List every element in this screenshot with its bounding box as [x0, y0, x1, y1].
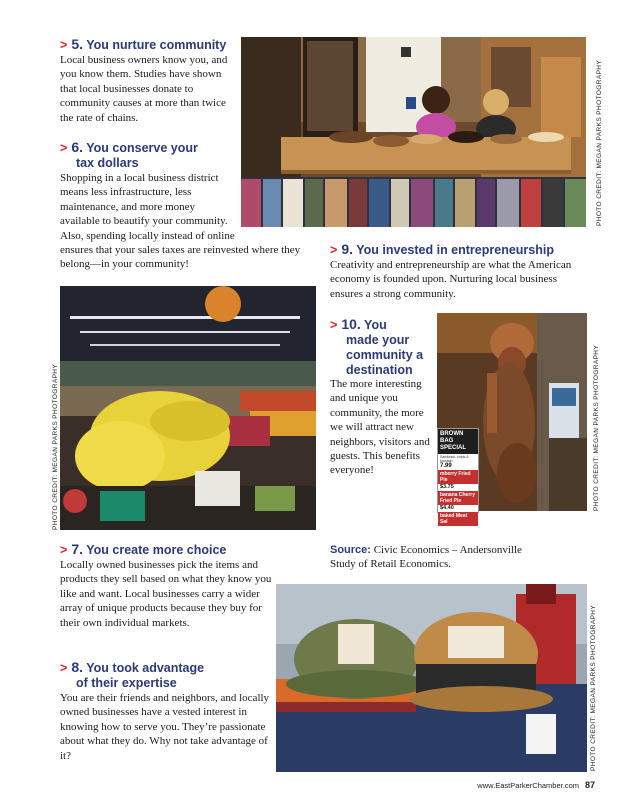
photo-credit-2: PHOTO CREDIT: MEGAN PARKS PHOTOGRAPHY: [52, 363, 59, 530]
hats-photo: [276, 584, 587, 772]
page-footer: [477, 780, 595, 790]
source-note: Source: Civic Economics – Andersonville Study of Retail Economics.: [330, 544, 522, 571]
heading-5: > 5. You nurture community: [60, 36, 227, 52]
photo-credit-4: PHOTO CREDIT: MEGAN PARKS PHOTOGRAPHY: [590, 604, 597, 771]
footer-url[interactable]: www.EastParkerChamber.com: [477, 781, 579, 790]
body-8: You are their friends and neighbors, and locally owned businesses have a vested interest in knowing how to serve you. They’re passionate about what they do. Why not take advantage of it?: [60, 692, 270, 762]
menu-sign: BROWN BAG SPECIAL Sandwich, chips & fountain 7.99 mberry Fried Pie $3.75 banana Cherry Fried Pie $4.40 baked Meat Sal: [437, 428, 479, 513]
produce-photo: [60, 286, 316, 530]
body-7: Locally owned businesses pick the items and products they sell based on what they know you like and want. Local businesses carry a wider array of unique products because they buy for their own individual markets.: [60, 559, 272, 629]
body-10: The more interesting and unique you community, the more we will attract new neighbors, visitors and guests. This benefits everyone!: [330, 378, 430, 477]
heading-9: > 9. You invested in entrepreneurship: [330, 241, 554, 257]
body-5: Local business owners know you, and you know them. Studies have shown that local businesses donate to community causes at more than twice the rate of chains.: [60, 54, 228, 124]
heading-7: > 7. You create more choice: [60, 541, 227, 557]
heading-10: > 10. You made your community a destination: [330, 316, 424, 377]
photo-credit-3: PHOTO CREDIT: MEGAN PARKS PHOTOGRAPHY: [593, 344, 600, 511]
page-number: 87: [584, 780, 595, 790]
heading-6: > 6. You conserve your tax dollars: [60, 139, 198, 170]
heading-8: > 8. You took advantage of their expertise: [60, 659, 205, 690]
photo-credit-1: PHOTO CREDIT: MEGAN PARKS PHOTOGRAPHY: [596, 59, 603, 226]
body-6: Shopping in a local business district means less infrastructure, less maintenance, and more money available to beautify your community. Also, spending locally instead of online ensures that your sales taxes are reinvested where they belong—in your community!: [60, 172, 301, 271]
body-9: Creativity and entrepreneurship are what the American economy is founded upon. Nurturing local business ensures a strong community.: [330, 259, 572, 300]
